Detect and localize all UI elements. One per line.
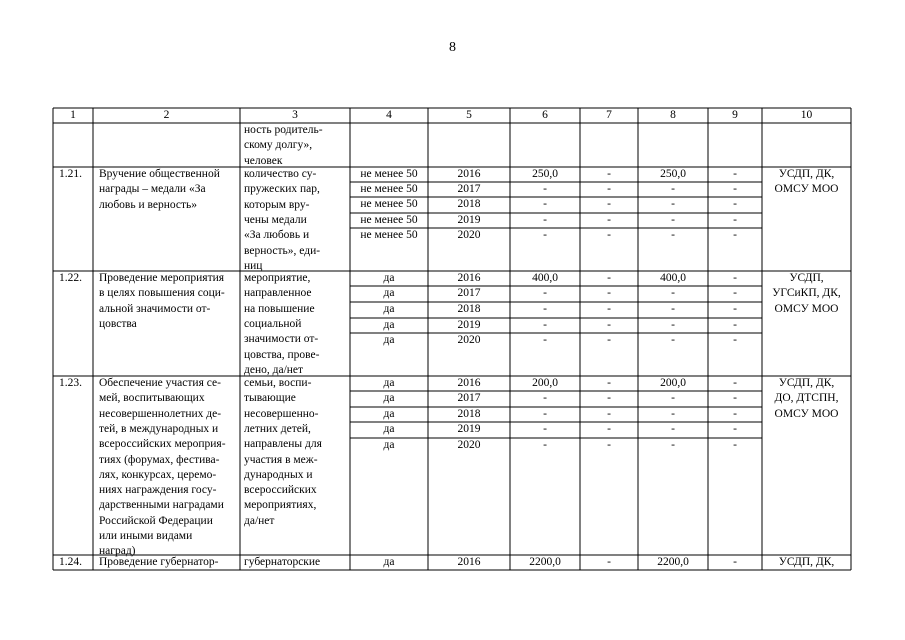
funding-regional: - — [671, 408, 675, 420]
row-number: 1.24. — [59, 556, 82, 568]
year-cell: 2019 — [457, 423, 481, 435]
event-name: Проведение мероприятия — [99, 272, 225, 284]
target-value: да — [383, 556, 395, 568]
year-cell: 2019 — [457, 214, 481, 226]
indicator-text: человек — [244, 154, 283, 167]
indicator-text: несовершенно- — [244, 407, 319, 420]
funding-regional: - — [671, 214, 675, 226]
year-cell: 2016 — [457, 272, 481, 284]
funding-other: - — [733, 168, 737, 180]
funding-other: - — [733, 272, 737, 284]
executors: УСДП, ДК, — [778, 168, 835, 180]
indicator-text: всероссийских — [244, 484, 317, 497]
indicator-text: «За любовь и — [244, 229, 310, 242]
indicator-text: тывающие — [244, 392, 296, 405]
funding-regional: - — [671, 229, 675, 241]
executors: ДО, ДТСПН, — [774, 392, 839, 405]
event-name: в целях повышения соци- — [99, 287, 225, 300]
funding-other: - — [733, 408, 737, 420]
event-name: награды – медали «За — [99, 183, 206, 196]
event-name: тиях (форумах, фестива- — [99, 453, 220, 466]
funding-total: - — [543, 198, 547, 210]
funding-regional: 2200,0 — [657, 556, 689, 568]
year-cell: 2017 — [457, 183, 481, 195]
indicator-text: чены медали — [244, 213, 307, 226]
funding-regional: 400,0 — [660, 272, 686, 284]
year-cell: 2017 — [457, 392, 481, 404]
year-cell: 2018 — [457, 303, 481, 315]
funding-federal: - — [607, 377, 611, 389]
year-cell: 2016 — [457, 377, 481, 389]
target-value: не менее 50 — [360, 214, 418, 226]
target-value: да — [383, 272, 395, 284]
executors: ОМСУ МОО — [774, 183, 839, 196]
funding-other: - — [733, 423, 737, 435]
column-header: 1 — [70, 109, 76, 121]
funding-other: - — [733, 214, 737, 226]
funding-total: - — [543, 229, 547, 241]
funding-federal: - — [607, 168, 611, 180]
indicator-text: значимости от- — [244, 333, 319, 346]
target-value: да — [383, 377, 395, 389]
row-number: 1.21. — [59, 168, 82, 180]
column-header: 5 — [466, 109, 472, 121]
funding-other: - — [733, 183, 737, 195]
executors: УСДП, — [789, 272, 824, 284]
funding-federal: - — [607, 392, 611, 404]
target-value: да — [383, 334, 395, 346]
funding-other: - — [733, 439, 737, 451]
event-name: всероссийских мероприя- — [99, 438, 226, 451]
funding-federal: - — [607, 319, 611, 331]
funding-total: - — [543, 334, 547, 346]
indicator-text: летних детей, — [244, 422, 311, 435]
column-header: 7 — [606, 109, 612, 121]
indicator-text: количество су- — [244, 168, 317, 180]
funding-regional: - — [671, 319, 675, 331]
executors: УГСиКП, ДК, — [772, 287, 841, 300]
event-name: Обеспечение участия се- — [99, 377, 221, 389]
funding-other: - — [733, 198, 737, 210]
funding-total: 400,0 — [532, 272, 558, 284]
funding-federal: - — [607, 334, 611, 346]
indicator-text: которым вру- — [244, 198, 310, 211]
funding-total: - — [543, 439, 547, 451]
indicator-text: пружеских пар, — [244, 183, 320, 196]
event-name: Российской Федерации — [99, 514, 213, 527]
event-name: тей, в международных и — [99, 422, 219, 435]
event-name: Вручение общественной — [99, 168, 220, 180]
indicator-text: дено, да/нет — [244, 363, 304, 376]
year-cell: 2017 — [457, 287, 481, 299]
funding-federal: - — [607, 183, 611, 195]
funding-total: 250,0 — [532, 168, 558, 180]
indicator-text: верность», еди- — [244, 244, 321, 257]
funding-regional: - — [671, 334, 675, 346]
indicator-text: направленное — [244, 287, 312, 300]
funding-regional: - — [671, 198, 675, 210]
funding-regional: - — [671, 392, 675, 404]
event-name: ниях награждения госу- — [99, 484, 217, 497]
column-header: 4 — [386, 109, 392, 121]
year-cell: 2016 — [457, 168, 481, 180]
executors: ОМСУ МОО — [774, 407, 839, 420]
target-value: не менее 50 — [360, 229, 418, 241]
funding-other: - — [733, 303, 737, 315]
target-value: не менее 50 — [360, 183, 418, 195]
year-cell: 2018 — [457, 408, 481, 420]
funding-federal: - — [607, 272, 611, 284]
indicator-text: скому долгу», — [244, 139, 313, 152]
funding-other: - — [733, 287, 737, 299]
year-cell: 2016 — [457, 556, 481, 568]
funding-total: - — [543, 423, 547, 435]
column-header: 8 — [670, 109, 676, 121]
event-name: наград) — [99, 545, 136, 558]
funding-federal: - — [607, 303, 611, 315]
funding-other: - — [733, 377, 737, 389]
event-name: цовства — [99, 317, 137, 330]
row-number: 1.22. — [59, 272, 82, 284]
indicator-text: социальной — [244, 317, 302, 330]
funding-total: 2200,0 — [529, 556, 561, 568]
event-name: дарственными наградами — [99, 499, 224, 512]
indicator-text: ниц — [244, 259, 263, 272]
funding-federal: - — [607, 198, 611, 210]
funding-federal: - — [607, 214, 611, 226]
column-header: 3 — [292, 109, 298, 121]
indicator-text: направлены для — [244, 438, 322, 451]
funding-other: - — [733, 392, 737, 404]
funding-regional: - — [671, 439, 675, 451]
event-name: несовершеннолетних де- — [99, 407, 222, 420]
indicator-text: ность родитель- — [244, 124, 323, 136]
executors: УСДП, ДК, — [778, 377, 835, 389]
funding-total: - — [543, 408, 547, 420]
column-header: 9 — [732, 109, 738, 121]
indicator-text: губернаторские — [244, 556, 321, 568]
page-number: 8 — [449, 40, 456, 55]
funding-federal: - — [607, 439, 611, 451]
funding-federal: - — [607, 408, 611, 420]
funding-regional: - — [671, 303, 675, 315]
event-name: лях, конкурсах, церемо- — [99, 468, 217, 481]
column-header: 10 — [800, 109, 813, 121]
target-value: да — [383, 408, 395, 420]
indicator-text: семьи, воспи- — [244, 377, 312, 389]
column-header: 6 — [542, 109, 548, 121]
target-value: да — [383, 303, 395, 315]
funding-regional: 200,0 — [660, 377, 686, 389]
year-cell: 2020 — [457, 229, 481, 241]
funding-regional: 250,0 — [660, 168, 686, 180]
funding-regional: - — [671, 183, 675, 195]
funding-total: - — [543, 319, 547, 331]
event-name: мей, воспитывающих — [99, 392, 205, 405]
executors: ОМСУ МОО — [774, 302, 839, 315]
target-value: да — [383, 319, 395, 331]
funding-total: - — [543, 214, 547, 226]
indicator-text: на повышение — [244, 302, 315, 315]
funding-other: - — [733, 556, 737, 568]
target-value: да — [383, 392, 395, 404]
event-name: или иными видами — [99, 530, 193, 542]
funding-other: - — [733, 319, 737, 331]
funding-regional: - — [671, 423, 675, 435]
indicator-text: участия в меж- — [244, 453, 318, 466]
funding-regional: - — [671, 287, 675, 299]
target-value: да — [383, 439, 395, 451]
funding-total: - — [543, 392, 547, 404]
indicator-text: да/нет — [244, 514, 275, 527]
event-name: альной значимости от- — [99, 302, 211, 315]
target-value: не менее 50 — [360, 198, 418, 210]
indicator-text: мероприятие, — [244, 272, 311, 284]
event-name: Проведение губернатор- — [99, 556, 219, 568]
funding-total: 200,0 — [532, 377, 558, 389]
funding-total: - — [543, 287, 547, 299]
funding-federal: - — [607, 287, 611, 299]
funding-total: - — [543, 183, 547, 195]
funding-federal: - — [607, 229, 611, 241]
year-cell: 2018 — [457, 198, 481, 210]
year-cell: 2020 — [457, 334, 481, 346]
funding-other: - — [733, 334, 737, 346]
target-value: не менее 50 — [360, 168, 418, 180]
year-cell: 2020 — [457, 439, 481, 451]
column-header: 2 — [163, 109, 170, 121]
indicator-text: дународных и — [244, 468, 313, 481]
executors: УСДП, ДК, — [778, 556, 835, 568]
funding-federal: - — [607, 423, 611, 435]
target-value: да — [383, 287, 395, 299]
event-name: любовь и верность» — [99, 198, 198, 211]
funding-federal: - — [607, 556, 611, 568]
target-value: да — [383, 423, 395, 435]
indicator-text: цовства, прове- — [244, 348, 320, 361]
year-cell: 2019 — [457, 319, 481, 331]
row-number: 1.23. — [59, 377, 82, 389]
funding-total: - — [543, 303, 547, 315]
indicator-text: мероприятиях, — [244, 499, 317, 512]
funding-other: - — [733, 229, 737, 241]
